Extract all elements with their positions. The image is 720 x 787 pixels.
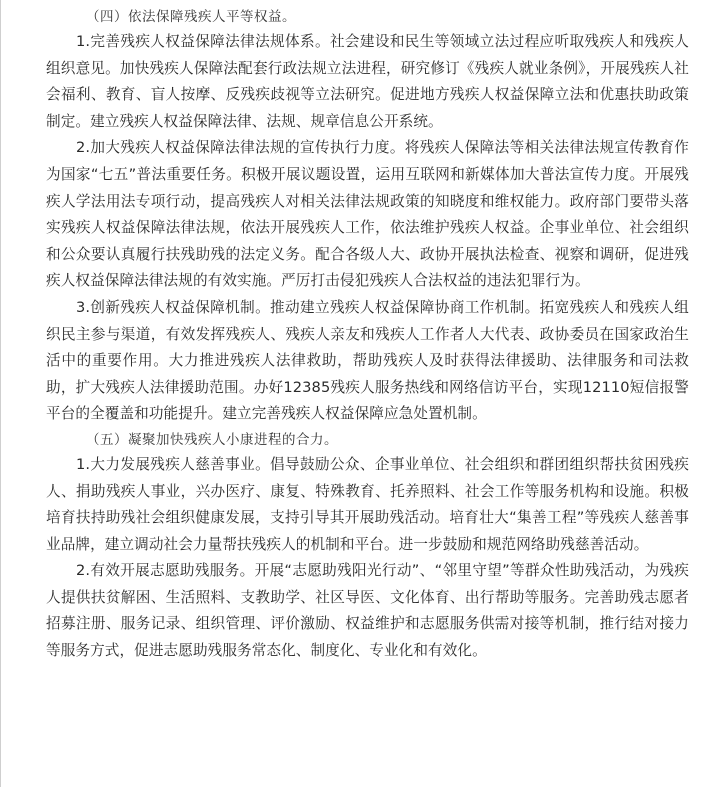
paragraph-legal-publicity: 2.加大残疾人权益保障法律法规的宣传执行力度。将残疾人保障法等相关法律法规宣传教育作为国家“七五”普法重要任务。积极开展议题设置，运用互联网和新媒体加大普法宣传力度。开展残疾人学法用法专项行动，提高残疾人对相关法律法规政策的知晓度和维权能力。政府部门要带头落实残疾人权益保障法律法规，依法开展残疾人工作，依法维护残疾人权益。企事业单位、社会组织和公众要认真履行扶残助残的法定义务。配合各级人大、政协开展执法检查、视察和调研，促进残疾人权益保障法律法规的有效实施。严厉打击侵犯残疾人合法权益的违法犯罪行为。	[46, 139, 689, 290]
section-heading-5: （五）凝聚加快残疾人小康进程的合力。	[86, 431, 338, 448]
section-heading-4: （四）依法保障残疾人平等权益。	[86, 9, 296, 25]
paragraph-rights-mechanism: 3.创新残疾人权益保障机制。推动建立残疾人权益保障协商工作机制。拓宽残疾人和残疾人组织民主参与渠道，有效发挥残疾人、残疾人亲友和残疾人工作者人大代表、政协委员在国家政治生活中的重要作用。大力推进残疾人法律救助，帮助残疾人及时获得法律援助、法律服务和司法救助，扩大残疾人法律援助范围。办好12385残疾人服务热线和网络信访平台，实现12110短信报警平台的全覆盖和功能提升。建立完善残疾人权益保障应急处置机制。	[46, 298, 689, 423]
paragraph-charity: 1.大力发展残疾人慈善事业。倡导鼓励公众、企事业单位、社会组织和群团组织帮扶贫困残疾人、捐助残疾人事业，兴办医疗、康复、特殊教育、托养照料、社会工作等服务机构和设施。积极培育扶持助残社会组织健康发展，支持引导其开展助残活动。培育壮大“集善工程”等残疾人慈善事业品牌，建立调动社会力量帮扶残疾人的机制和平台。进一步鼓励和规范网络助残慈善活动。	[46, 455, 689, 553]
paragraph-legal-system: 1.完善残疾人权益保障法律法规体系。社会建设和民生等领域立法过程应听取残疾人和残疾人组织意见。加快残疾人保障法配套行政法规立法进程，研究修订《残疾人就业条例》，开展残疾人社会福利、教育、盲人按摩、反残疾歧视等立法研究。促进地方残疾人权益保障立法和优惠扶助政策制定。建立残疾人权益保障法律、法规、规章信息公开系统。	[46, 33, 689, 130]
paragraph-volunteer-service: 2.有效开展志愿助残服务。开展“志愿助残阳光行动”、“邻里守望”等群众性助残活动，为残疾人提供扶贫解困、生活照料、支教助学、社区导医、文化体育、出行帮助等服务。完善助残志愿者招募注册、服务记录、组织管理、评价激励、权益维护和志愿服务供需对接等机制，推行结对接力等服务方式，促进志愿助残服务常态化、制度化、专业化和有效化。	[46, 562, 689, 660]
